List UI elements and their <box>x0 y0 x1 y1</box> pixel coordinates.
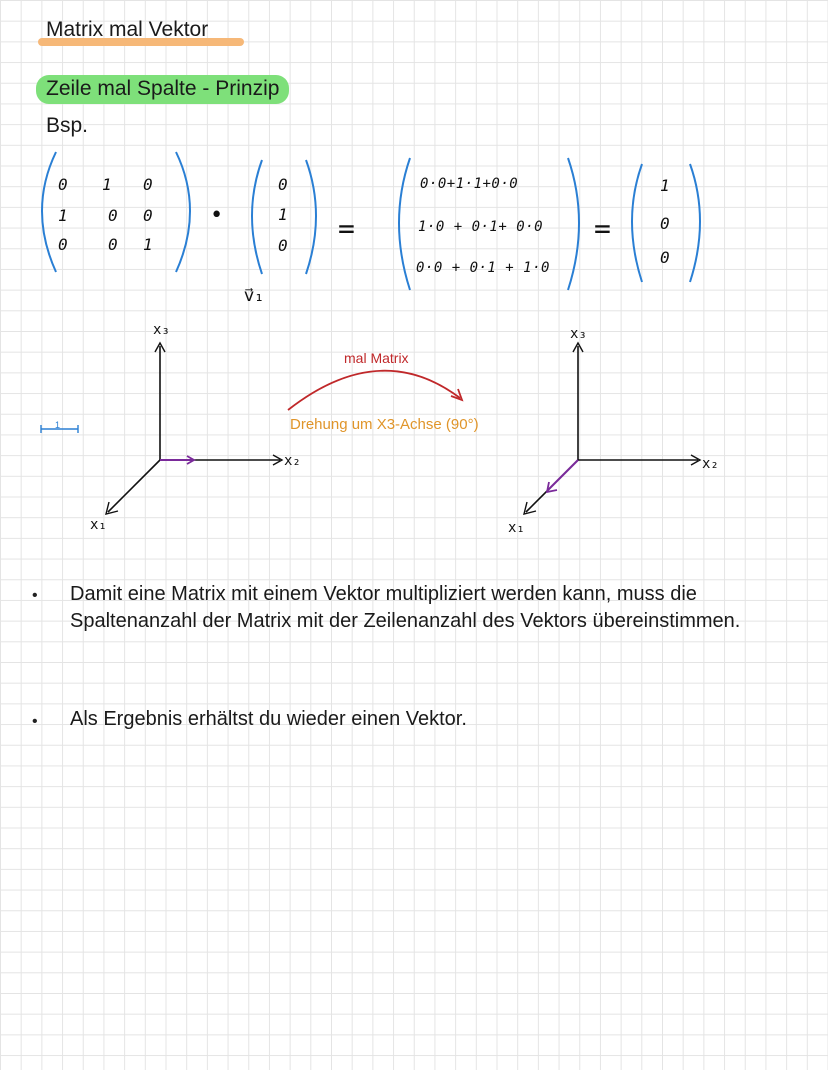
matrix-cell: 1 <box>102 175 112 194</box>
result-left-paren <box>399 158 410 290</box>
right-x2-label: x₂ <box>702 456 719 472</box>
left-x2-label: x₂ <box>284 453 301 469</box>
multiply-dot: • <box>210 203 224 228</box>
result-right-paren <box>568 158 579 290</box>
example-label: Bsp. <box>46 114 89 137</box>
matrix-right-paren <box>176 152 190 272</box>
matrix-cell: 0 <box>143 206 153 225</box>
matrix-left-paren <box>42 152 56 272</box>
vector-cell: 0 <box>278 175 288 194</box>
left-x1-axis <box>108 460 160 512</box>
right-x1-label: x₁ <box>508 520 525 536</box>
vector-right-paren <box>306 160 316 274</box>
left-x3-label: x₃ <box>153 322 170 338</box>
page-title: Matrix mal Vektor <box>46 18 209 41</box>
matrix-cell: 1 <box>143 235 153 254</box>
right-vector <box>548 460 578 490</box>
matrix-cell: 1 <box>58 206 68 225</box>
arrow-label: mal Matrix <box>344 350 409 366</box>
vector-cell: 1 <box>278 205 288 224</box>
result-row: 0·0+1·1+0·0 <box>420 176 519 192</box>
matrix-cell: 0 <box>58 175 68 194</box>
subtitle-badge: Zeile mal Spalte - Prinzip <box>36 75 289 104</box>
result-vector-right-paren <box>690 164 700 282</box>
right-x3-label: x₃ <box>570 326 587 342</box>
result-vector-cell: 0 <box>660 214 670 233</box>
result-vector-cell: 1 <box>660 176 670 195</box>
result-vector-left-paren <box>632 164 642 282</box>
vector-cell: 0 <box>278 236 288 255</box>
equals-sign: = <box>338 212 355 245</box>
bullet-marker: • <box>32 587 38 604</box>
matrix-cell: 0 <box>58 235 68 254</box>
vector-name: v⃗₁ <box>244 286 265 306</box>
matrix-cell: 0 <box>143 175 153 194</box>
matrix-cell: 0 <box>108 235 118 254</box>
result-vector-cell: 0 <box>660 248 670 267</box>
bullet-text: Als Ergebnis erhältst du wieder einen Vektor. <box>70 708 467 730</box>
transform-arrow <box>288 371 460 410</box>
result-row: 0·0 + 0·1 + 1·0 <box>416 260 550 276</box>
matrix-cell: 0 <box>108 206 118 225</box>
equals-sign-2: = <box>594 212 611 245</box>
unit-label: 1 <box>55 420 61 430</box>
bullet-marker: • <box>32 713 38 730</box>
result-row: 1·0 + 0·1+ 0·0 <box>418 219 544 235</box>
rotation-label: Drehung um X3-Achse (90°) <box>290 416 479 433</box>
bullet-text: Damit eine Matrix mit einem Vektor multipliziert werden kann, muss die Spaltenanzahl der Matrix mit der Zeilenanzahl des Vektors übereinstimmen. <box>70 583 741 632</box>
vector-left-paren <box>252 160 262 274</box>
left-x1-label: x₁ <box>90 517 107 533</box>
